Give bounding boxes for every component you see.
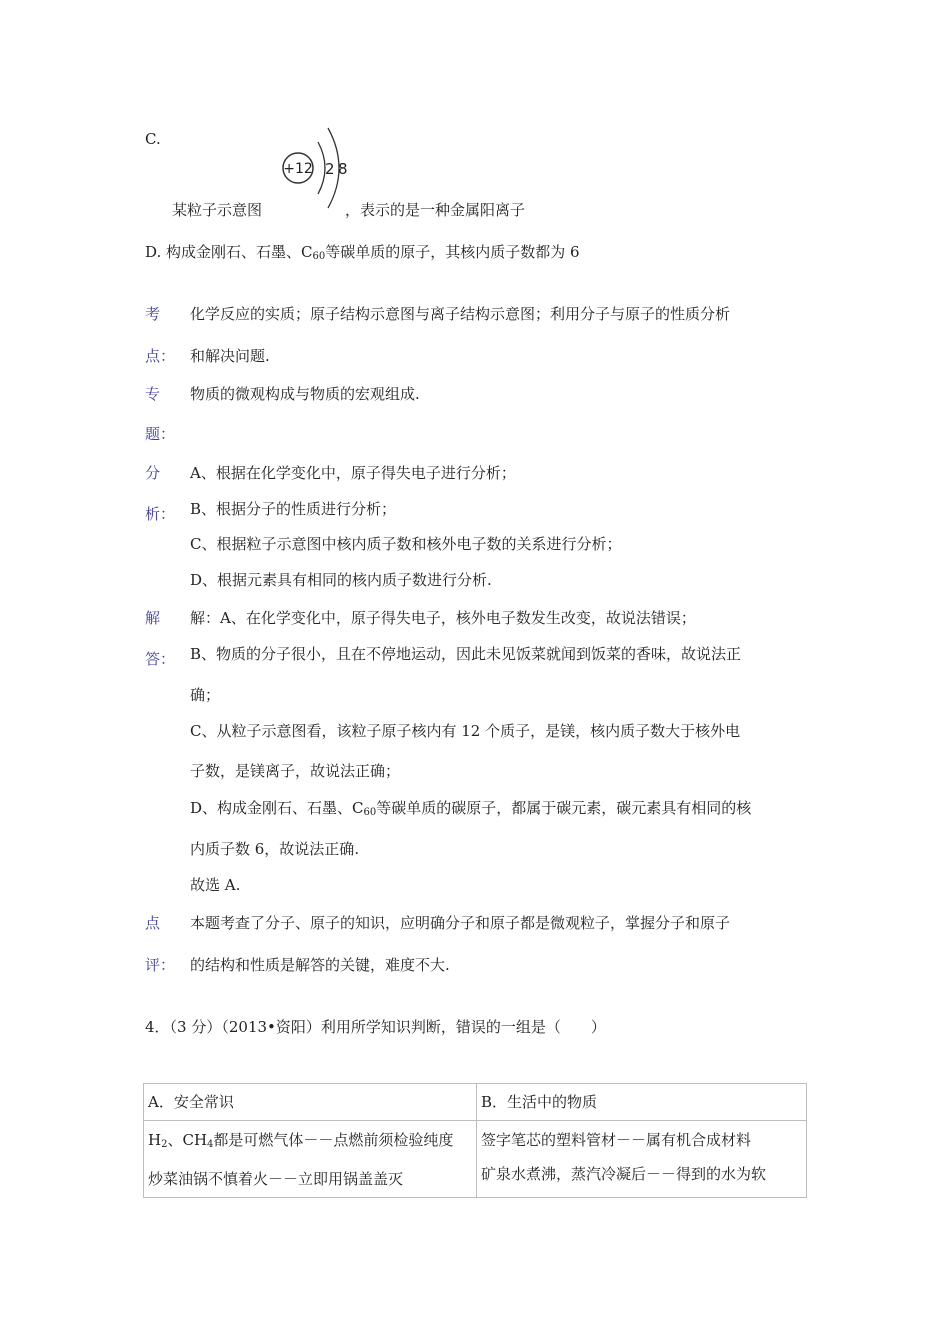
zhuanti-label-1: 专: [145, 385, 161, 403]
cell-a-line-2: 炒菜油锅不慎着火－－立即用锅盖盖灭: [148, 1170, 404, 1188]
shell-2-count: 8: [338, 160, 348, 178]
zhuanti-label-2: 题：: [145, 425, 176, 443]
jieda-line-4: C、从粒子示意图看，该粒子原子核内有 12 个质子，是镁，核内质子数大于核外电: [190, 722, 741, 740]
option-c-text-before: 某粒子示意图: [172, 201, 263, 219]
jieda-line-8: 故选 A.: [190, 876, 241, 894]
cell-b-line-2: 矿泉水煮沸，蒸汽冷凝后－－得到的水为软: [481, 1165, 767, 1183]
table-header-b: B．生活中的物质: [477, 1084, 807, 1121]
cell-a-line-1: $H_2$、$CH_4$都是可燃气体－－点燃前须检验纯度: [148, 1131, 454, 1150]
option-d-text: D. 构成金刚石、石墨、$C_{60}$等碳单质的原子，其核内质子数都为 6: [145, 243, 580, 262]
fenxi-line-c: C、根据粒子示意图中核内质子数和核外电子数的关系进行分析；: [190, 535, 622, 553]
option-c-text-after: ，表示的是一种金属阳离子: [345, 201, 526, 219]
kaodian-line-1: 化学反应的实质；原子结构示意图与离子结构示意图；利用分子与原子的性质分析: [190, 305, 731, 323]
cell-b-line-1: 签字笔芯的塑料管材－－属有机合成材料: [481, 1131, 752, 1149]
fenxi-line-a: A、根据在化学变化中，原子得失电子进行分析；: [190, 464, 516, 482]
question-4-stem: 4．（3 分）（2013•资阳）利用所学知识判断，错误的一组是（ ）: [145, 1018, 606, 1036]
shell-1-count: 2: [325, 160, 335, 178]
option-c-letter: C.: [145, 130, 161, 148]
question-4-options-table: [143, 1083, 807, 1198]
kaodian-line-2: 和解决问题.: [190, 347, 270, 365]
jieda-line-3: 确；: [190, 686, 221, 704]
table-cell-a: [144, 1121, 477, 1198]
table-header-a: A．安全常识: [144, 1084, 477, 1121]
dianping-label-2: 评：: [145, 956, 176, 974]
jieda-label-2: 答：: [145, 650, 176, 668]
dianping-line-2: 的结构和性质是解答的关键，难度不大.: [190, 956, 450, 974]
zhuanti-line-1: 物质的微观构成与物质的宏观组成.: [190, 385, 420, 403]
fenxi-label-1: 分: [145, 464, 161, 482]
kaodian-label-1: 考: [145, 305, 161, 323]
table-cell-b: [477, 1121, 807, 1198]
jieda-line-7: 内质子数 6，故说法正确.: [190, 840, 360, 858]
jieda-line-6: D、构成金刚石、石墨、$C_{60}$等碳单质的碳原子，都属于碳元素，碳元素具有相同的核: [190, 799, 752, 818]
jieda-line-2: B、物质的分子很小，且在不停地运动，因此未见饭菜就闻到饭菜的香味，故说法正: [190, 645, 742, 663]
kaodian-label-2: 点：: [145, 347, 176, 365]
fenxi-label-2: 析：: [145, 505, 176, 523]
fenxi-line-d: D、根据元素具有相同的核内质子数进行分析.: [190, 571, 492, 589]
jieda-line-1: 解：A、在化学变化中，原子得失电子，核外电子数发生改变，故说法错误；: [190, 609, 696, 627]
dianping-line-1: 本题考查了分子、原子的知识，应明确分子和原子都是微观粒子，掌握分子和原子: [190, 914, 731, 932]
nucleus-charge: +12: [283, 161, 313, 177]
jieda-label-1: 解: [145, 609, 161, 627]
jieda-line-5: 子数，是镁离子，故说法正确；: [190, 762, 401, 780]
dianping-label-1: 点: [145, 914, 161, 932]
fenxi-line-b: B、根据分子的性质进行分析；: [190, 500, 397, 518]
